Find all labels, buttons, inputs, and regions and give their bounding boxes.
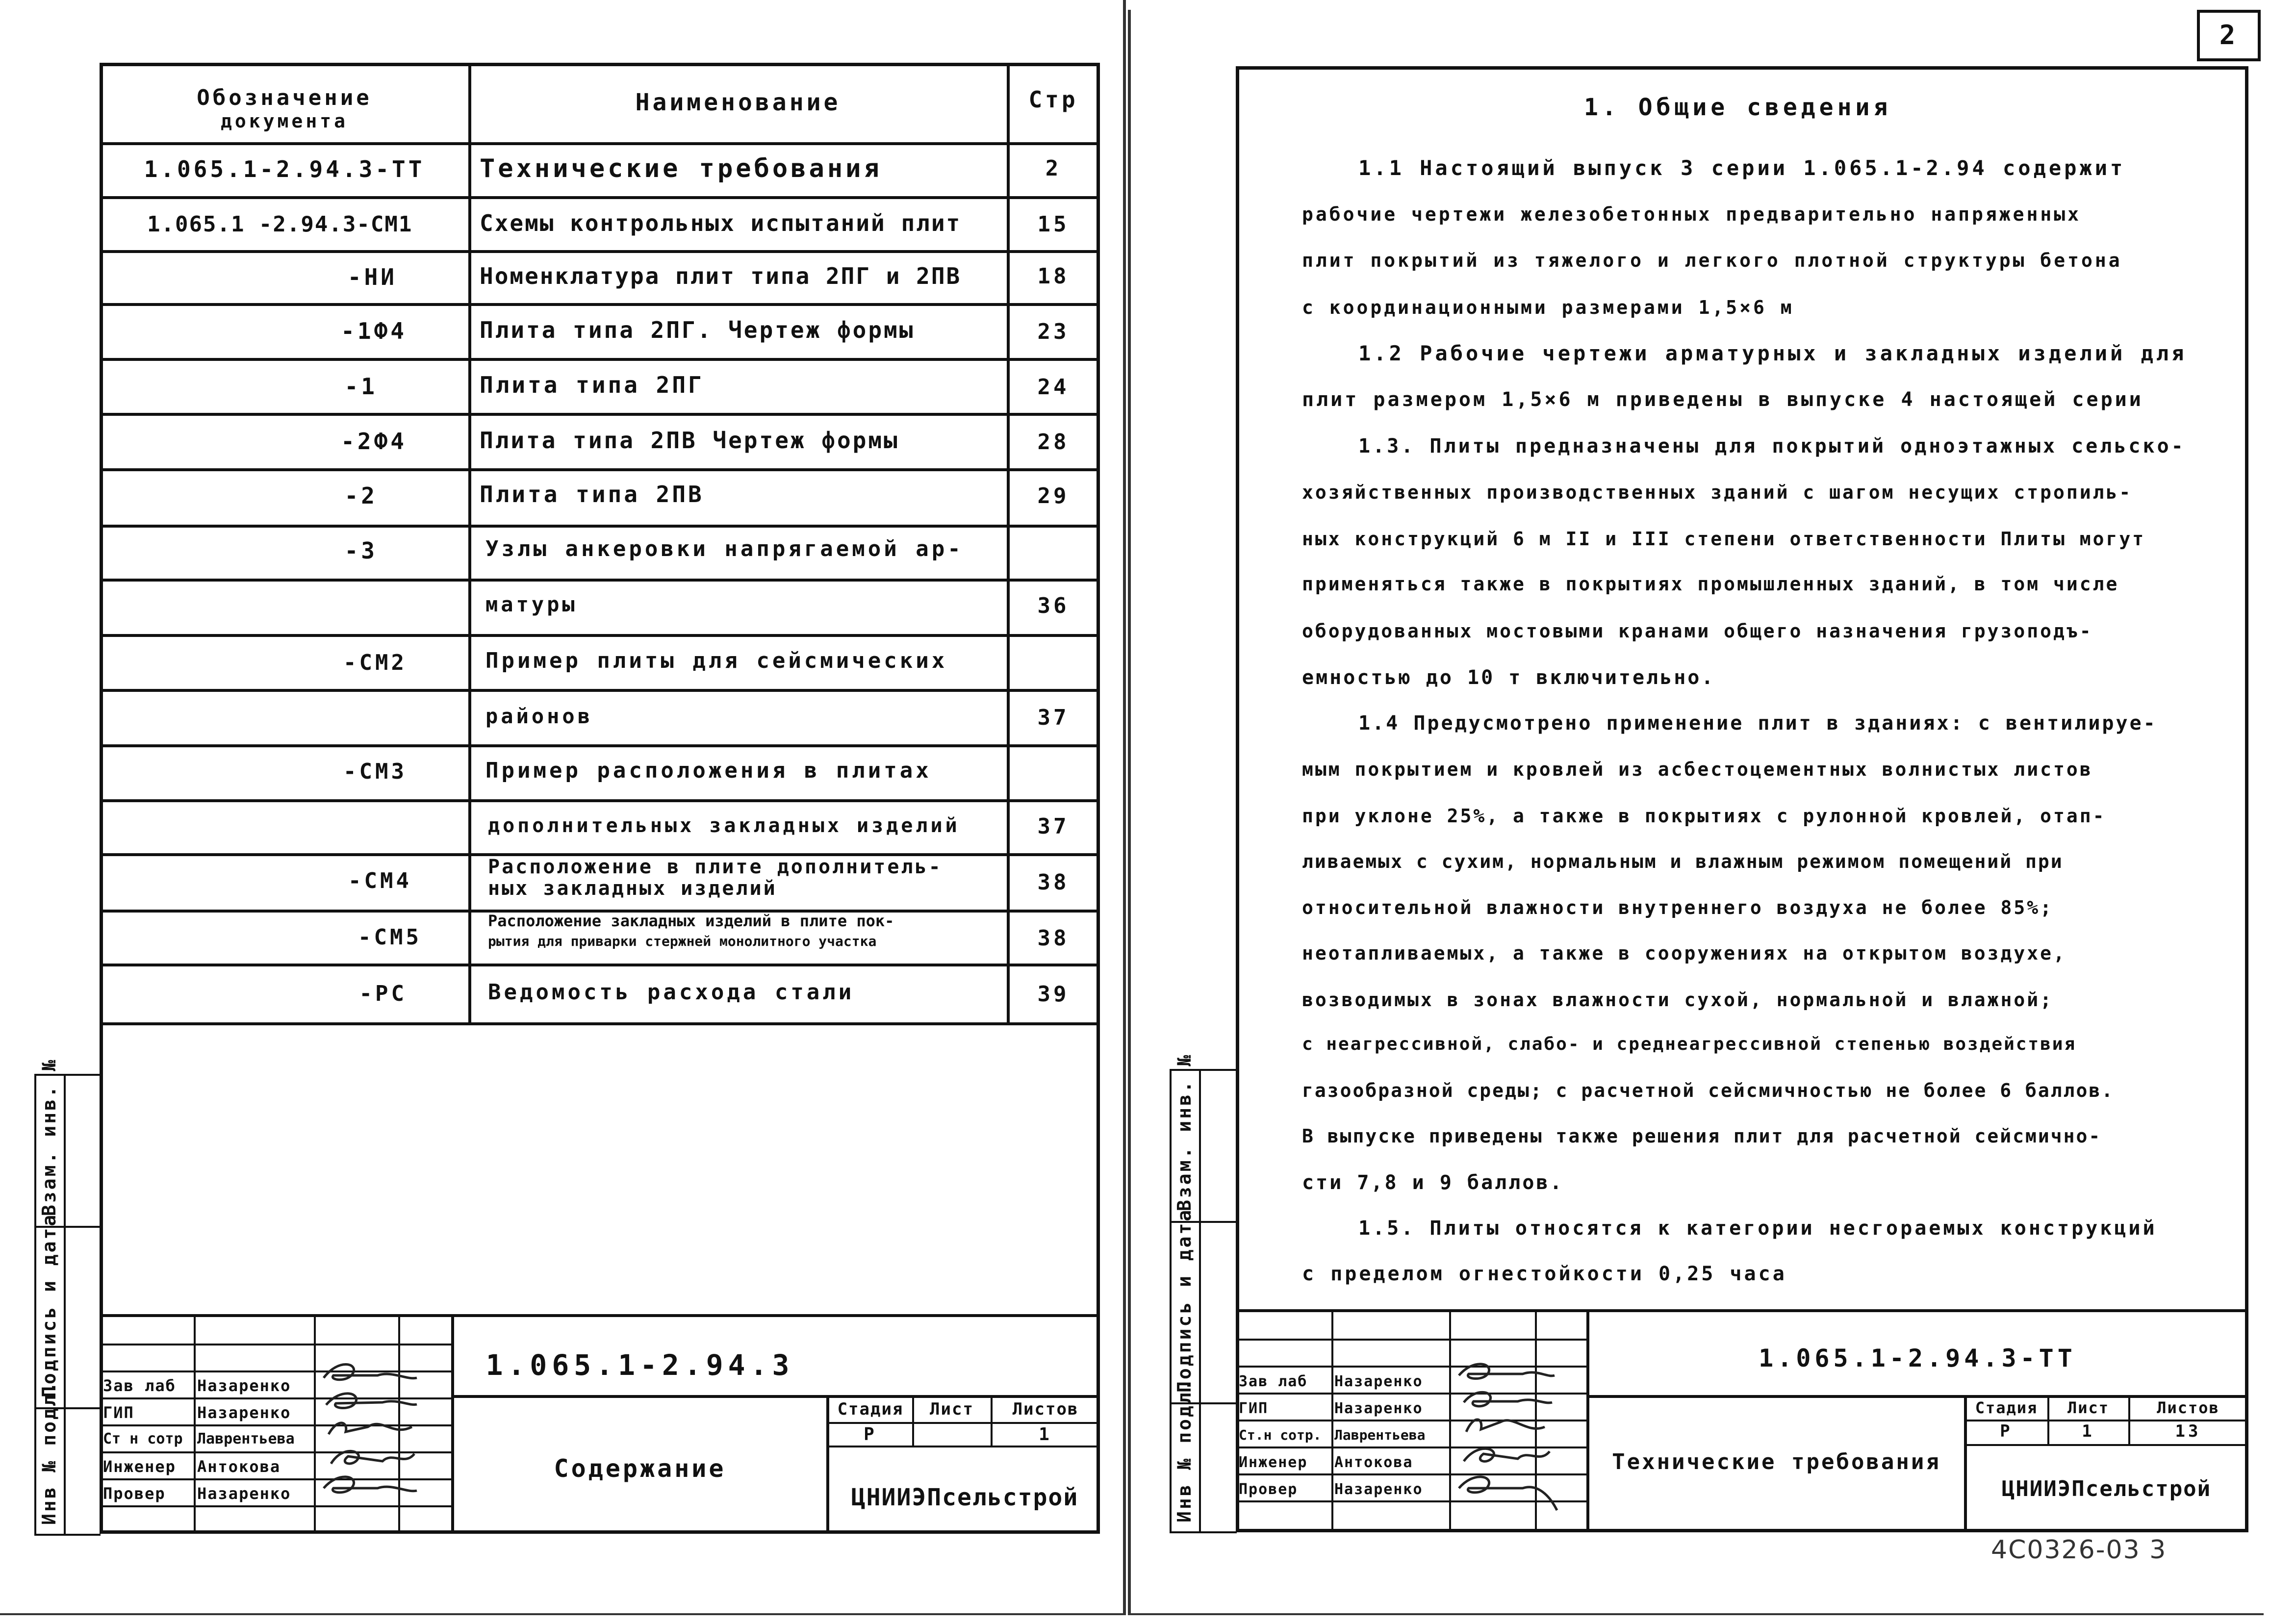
tb-line [1586, 1395, 2248, 1398]
toc-row-name: Плита типа 2ПГ. Чертеж формы [480, 317, 915, 343]
body-line: рабочие чертежи железобетонных предварительно напряженных [1302, 203, 2082, 225]
toc-row-page: 15 [1037, 212, 1070, 237]
tb-stage-label: Стадия [837, 1399, 904, 1419]
toc-row-name: Расположение в плите дополнитель- [488, 856, 943, 878]
tb-code: 1.065.1-2.94.3-ТТ [1759, 1344, 2076, 1372]
toc-row-name: матуры [485, 592, 578, 616]
tb-line [1964, 1395, 1967, 1532]
signature-image [319, 1353, 422, 1515]
toc-row-line [100, 196, 1100, 199]
toc-row-code: 1.065.1-2.94.3-ТТ [144, 156, 425, 182]
tb-sheets-label: Листов [2157, 1398, 2219, 1417]
tb-role: Зав лаб [103, 1376, 176, 1395]
toc-row-page: 23 [1037, 319, 1070, 344]
toc-row-line [100, 799, 1100, 802]
signature-image [1454, 1348, 1562, 1530]
tb-org: ЦНИИЭПсельстрой [2001, 1476, 2212, 1501]
strip-line [64, 1074, 66, 1535]
body-line: с пределом огнестойкости 0,25 часа [1302, 1263, 1787, 1285]
tb-title: Содержание [554, 1454, 726, 1483]
tb-sheets: 1 [1039, 1424, 1052, 1445]
body-line: 1.3. Плиты предназначены для покрытий одноэтажных сельско- [1358, 435, 2186, 457]
toc-row-page: 38 [1037, 870, 1070, 895]
toc-row-page: 18 [1037, 264, 1070, 289]
toc-header-line [100, 142, 1100, 145]
body-line: 1.2 Рабочие чертежи арматурных и закладных изделий для [1358, 341, 2187, 365]
body-line: 1.1 Настоящий выпуск 3 серии 1.065.1-2.94 содержит [1358, 156, 2126, 180]
toc-row-code: -СМ2 [343, 650, 407, 675]
toc-row-page: 37 [1037, 814, 1070, 839]
tb-name: Назаренко [197, 1376, 291, 1395]
tb-stage-label: Стадия [1975, 1398, 2038, 1417]
toc-row-name: Номенклатура плит типа 2ПГ и 2ПВ [480, 263, 962, 289]
tb-name: Назаренко [197, 1403, 291, 1422]
tb-line [826, 1422, 1100, 1424]
toc-row-line [100, 744, 1100, 747]
tb-name: Лаврентьева [197, 1430, 295, 1447]
toc-row-page: 37 [1037, 705, 1070, 730]
body-line: неотапливаемых, а также в сооружениях на открытом воздухе, [1302, 942, 2066, 964]
toc-row-page: 36 [1037, 593, 1070, 618]
side-label-vzam: Взам. инв. № [38, 1058, 60, 1216]
tb-role: ГИП [1239, 1400, 1269, 1417]
toc-row-line [100, 525, 1100, 528]
section-heading: 1. Общие сведения [1584, 94, 1892, 121]
side-label-podpis: Подпись и дата [1173, 1208, 1195, 1393]
body-line: газообразной среды; с расчетной сейсмичностью не более 6 баллов. [1302, 1080, 2115, 1101]
toc-row-name: районов [485, 704, 593, 728]
side-label-inv: Инв № подл. [38, 1380, 60, 1525]
toc-row-name: Схемы контрольных испытаний плит [480, 210, 962, 236]
body-line: мым покрытием и кровлей из асбестоцементных волнистых листов [1302, 759, 2093, 780]
tb-sheet: 1 [2082, 1421, 2095, 1441]
toc-row-name: Плита типа 2ПВ [480, 481, 704, 508]
toc-row-code: -НИ [347, 264, 397, 290]
right-frame [1236, 66, 2248, 1532]
tb-line [826, 1446, 1100, 1447]
tb-role: Зав лаб [1239, 1373, 1308, 1390]
tb-stage: Р [864, 1424, 877, 1445]
tb-role: Инженер [103, 1457, 176, 1476]
toc-row-code: 1.065.1 -2.94.3-СМ1 [147, 212, 413, 237]
tb-name: Назаренко [1334, 1400, 1423, 1417]
tb-name: Назаренко [197, 1484, 291, 1503]
strip-line [34, 1534, 101, 1536]
body-line: 1.5. Плиты относятся к категории несгораемых конструкций [1358, 1217, 2157, 1240]
tb-role: Ст н сотр [103, 1430, 183, 1447]
toc-row-name: Пример плиты для сейсмических [485, 648, 948, 673]
tb-role: Провер [1239, 1481, 1298, 1498]
toc-row-line [100, 1022, 1100, 1025]
tb-line [194, 1314, 196, 1534]
toc-row-name: Расположение закладных изделий в плите пок- [488, 912, 894, 930]
toc-row-code: -1 [344, 373, 378, 400]
body-line: ных конструкций 6 м II и III степени ответственности Плиты могут [1302, 528, 2146, 550]
side-label-podpis: Подпись и дата [38, 1213, 60, 1397]
page-number: 2 [2219, 20, 2239, 51]
toc-row-page: 24 [1037, 375, 1070, 400]
toc-row-page: 28 [1037, 430, 1070, 455]
body-line: возводимых в зонах влажности сухой, нормальной и влажной; [1302, 989, 2054, 1011]
toc-row-page: 29 [1037, 483, 1070, 508]
tb-name: Антокова [1334, 1454, 1413, 1471]
tb-name: Назаренко [1334, 1373, 1423, 1390]
toc-row-name: Ведомость расхода стали [488, 980, 855, 1005]
tb-line [1586, 1309, 1589, 1532]
body-line: относительной влажности внутреннего воздуха не более 85%; [1302, 897, 2054, 918]
tb-title: Технические требования [1612, 1449, 1941, 1474]
tb-line [1236, 1309, 2248, 1312]
body-line: оборудованных мостовыми кранами общего назначения грузоподъ- [1302, 620, 2093, 642]
tb-line [100, 1314, 1100, 1317]
toc-row-name: Технические требования [480, 154, 882, 183]
toc-row-code: -2 [344, 482, 378, 509]
side-label-inv: Инв № подл. [1173, 1377, 1195, 1522]
toc-row-name: Плита типа 2ПГ [480, 372, 704, 398]
body-line: плит покрытий из тяжелого и легкого плотной структуры бетона [1302, 250, 2122, 271]
tb-sheet-label: Лист [930, 1399, 974, 1419]
tb-stage: Р [2000, 1421, 2013, 1441]
body-line: емностью до 10 т включительно. [1302, 666, 1715, 689]
toc-header-name: Наименование [635, 89, 841, 116]
toc-row-line [100, 250, 1100, 253]
tb-sheets-label: Листов [1012, 1399, 1079, 1419]
tb-role: Инженер [1239, 1454, 1308, 1471]
toc-col-divider-1 [468, 63, 471, 1024]
tb-sheet-label: Лист [2067, 1398, 2110, 1417]
tb-name: Лаврентьева [1334, 1427, 1426, 1443]
body-line: хозяйственных производственных зданий с шагом несущих стропиль- [1302, 482, 2133, 503]
body-line: 1.4 Предусмотрено применение плит в зданиях: с вентилируе- [1358, 712, 2157, 735]
strip-line [1170, 1531, 1237, 1533]
tb-line [100, 1344, 451, 1345]
tb-org: ЦНИИЭПсельстрой [851, 1484, 1079, 1511]
tb-line [314, 1314, 316, 1534]
toc-row-name: Узлы анкеровки напрягаемой ар- [485, 536, 964, 561]
toc-row-line [100, 413, 1100, 416]
body-line: сти 7,8 и 9 баллов. [1302, 1171, 1564, 1194]
body-line: с неагрессивной, слабо- и среднеагрессивной степенью воздействия [1302, 1034, 2077, 1054]
tb-line [1236, 1339, 1586, 1341]
toc-row-line [100, 303, 1100, 306]
toc-row-code: -РС [359, 981, 407, 1006]
toc-row-line [100, 689, 1100, 692]
toc-row-code: -1Ф4 [341, 318, 407, 344]
toc-row-name: Плита типа 2ПВ Чертеж формы [480, 427, 899, 454]
toc-header-designation-1: Обозначение [197, 85, 372, 110]
toc-row-line [100, 579, 1100, 582]
toc-row-name-cont: рытия для приварки стержней монолитного участка [488, 933, 877, 949]
toc-row-code: -СМ4 [348, 868, 412, 893]
tb-line [451, 1314, 454, 1534]
tb-name: Антокова [197, 1457, 281, 1476]
toc-row-code: -СМ5 [358, 925, 422, 950]
archive-stamp: 4C0326-03 3 [1991, 1535, 2167, 1565]
toc-row-line [100, 358, 1100, 361]
toc-row-line [100, 964, 1100, 966]
side-label-vzam: Взам. инв. № [1173, 1053, 1195, 1211]
body-line: при уклоне 25%, а также в покрытиях с рулонной кровлей, отап- [1302, 805, 2106, 827]
toc-row-page: 38 [1037, 926, 1070, 951]
body-line: применяться также в покрытиях промышленных зданий, в том числе [1302, 573, 2119, 595]
tb-name: Назаренко [1334, 1481, 1423, 1498]
body-line: ливаемых с сухим, нормальным и влажным режимом помещений при [1302, 851, 2064, 872]
tb-role: ГИП [103, 1403, 134, 1422]
body-line: плит размером 1,5×6 м приведены в выпуске 4 настоящей серии [1302, 388, 2143, 411]
toc-row-code: -3 [344, 537, 378, 564]
toc-row-name: Пример расположения в плитах [485, 758, 932, 783]
body-line: с координационными размерами 1,5×6 м [1302, 297, 1794, 318]
body-line: В выпуске приведены также решения плит для расчетной сейсмично- [1302, 1125, 2102, 1147]
tb-line [1964, 1444, 2248, 1446]
toc-header-page: Стр [1028, 86, 1078, 113]
strip-line [34, 1074, 36, 1535]
toc-row-line [100, 468, 1100, 471]
toc-row-page: 2 [1045, 156, 1062, 181]
toc-row-name-cont: ных закладных изделий [488, 877, 777, 900]
tb-sheets: 13 [2175, 1421, 2201, 1441]
toc-row-name: дополнительных закладных изделий [488, 814, 960, 837]
toc-row-page: 39 [1037, 982, 1070, 1007]
tb-code: 1.065.1-2.94.3 [485, 1348, 794, 1382]
tb-role: Провер [103, 1484, 166, 1503]
toc-row-line [100, 634, 1100, 637]
strip-line [1170, 1069, 1172, 1532]
toc-header-designation-2: документа [221, 110, 348, 132]
toc-row-code: -СМ3 [343, 759, 407, 784]
toc-row-code: -2Ф4 [341, 428, 407, 455]
strip-line [1199, 1069, 1201, 1532]
tb-role: Ст.н сотр. [1239, 1427, 1322, 1443]
tb-line [451, 1395, 1100, 1398]
